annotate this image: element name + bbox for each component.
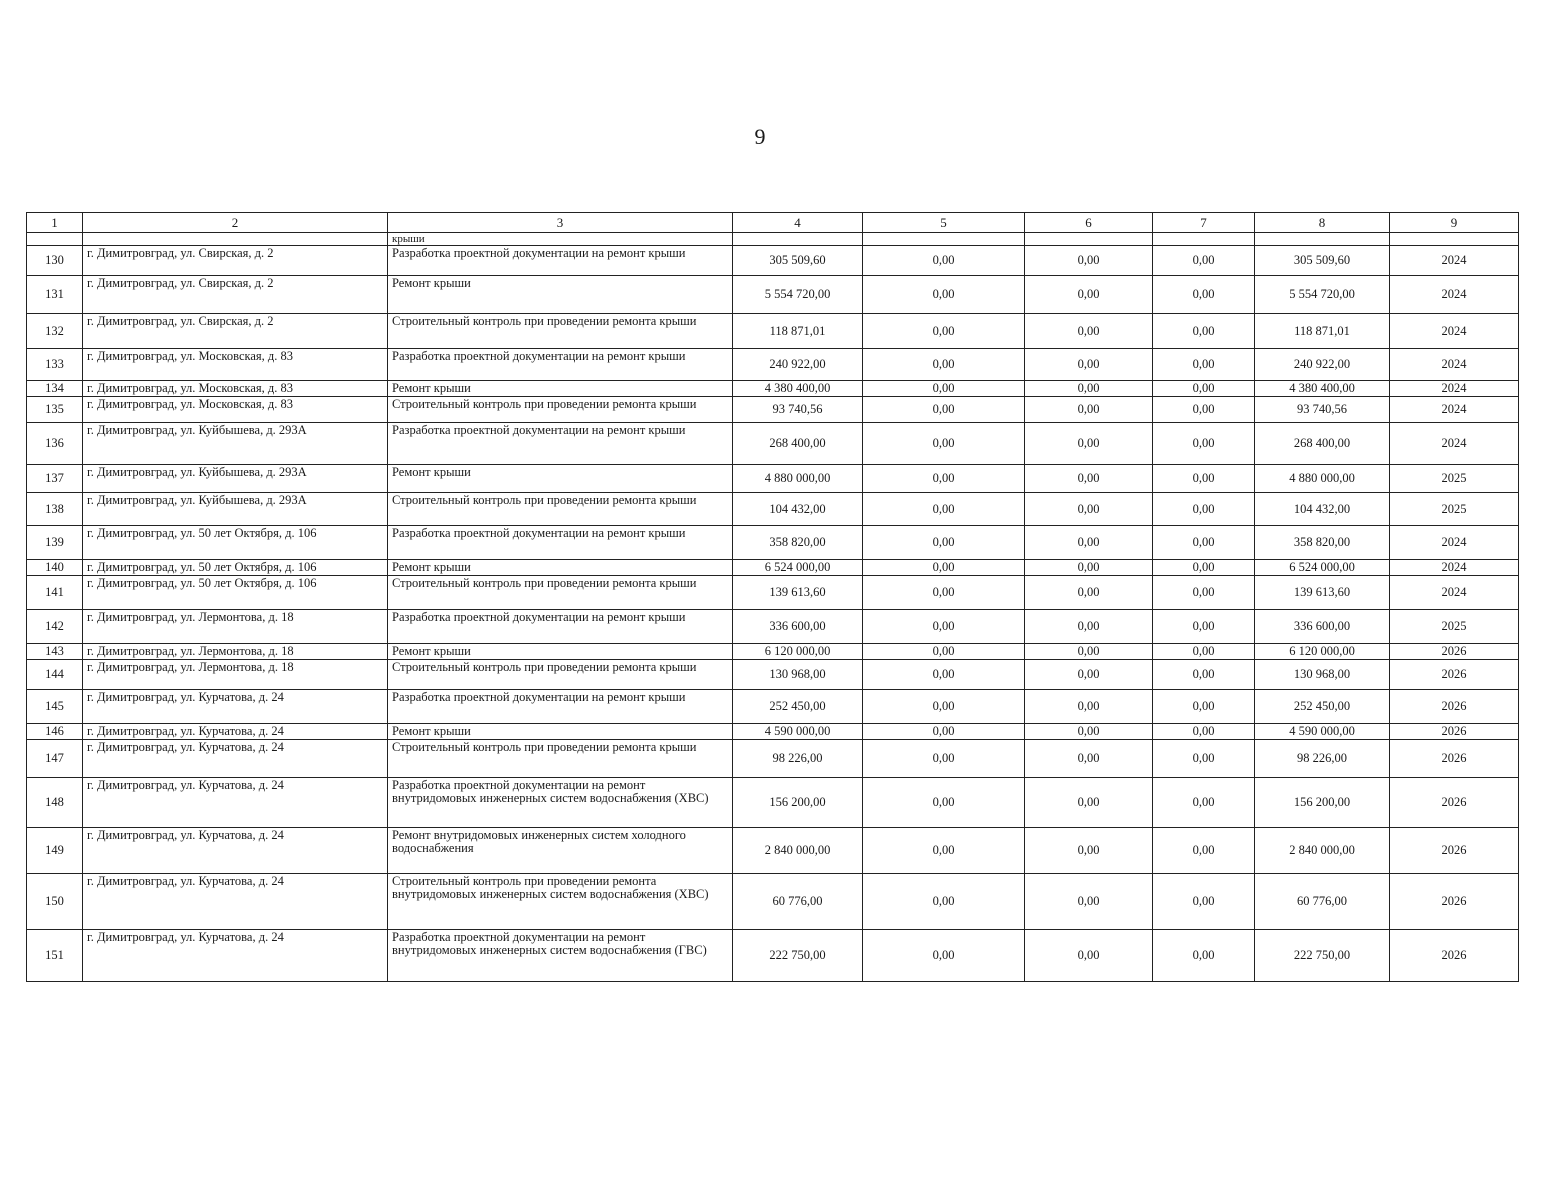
total-cost-cell: 5 554 720,00 [733, 276, 863, 314]
cost-cell: 0,00 [1153, 246, 1255, 276]
cost-cell: 0,00 [863, 381, 1025, 397]
column-number: 8 [1255, 213, 1390, 233]
cost-cell: 0,00 [863, 610, 1025, 644]
cost-cell: 0,00 [1153, 740, 1255, 778]
row-number: 130 [27, 246, 83, 276]
cost-cell: 0,00 [1025, 828, 1153, 874]
address-cell: г. Димитровград, ул. 50 лет Октября, д. 106 [83, 576, 388, 610]
work-description-cell: Строительный контроль при проведении ремонта крыши [388, 397, 733, 423]
year-cell: 2026 [1390, 690, 1519, 724]
table-row [27, 778, 1519, 828]
row-number: 137 [27, 465, 83, 493]
cost-cell: 336 600,00 [1255, 610, 1390, 644]
year-cell: 2026 [1390, 828, 1519, 874]
cost-cell: 0,00 [1025, 930, 1153, 982]
cost-cell: 0,00 [1025, 610, 1153, 644]
year-cell: 2025 [1390, 610, 1519, 644]
cost-cell: 0,00 [863, 423, 1025, 465]
row-number: 140 [27, 560, 83, 576]
address-cell: г. Димитровград, ул. Куйбышева, д. 293А [83, 493, 388, 526]
work-description-cell: Строительный контроль при проведении ремонта крыши [388, 660, 733, 690]
work-description-cell: Строительный контроль при проведении ремонта внутридомовых инженерных систем водоснабжения (ХВС) [388, 874, 733, 930]
year-cell: 2026 [1390, 740, 1519, 778]
cost-cell: 0,00 [1153, 493, 1255, 526]
cost-cell: 0,00 [1153, 576, 1255, 610]
year-cell: 2024 [1390, 560, 1519, 576]
cost-cell: 0,00 [1153, 349, 1255, 381]
cost-cell: 0,00 [863, 246, 1025, 276]
table-row [27, 465, 1519, 493]
work-description-cell: Ремонт внутридомовых инженерных систем холодного водоснабжения [388, 828, 733, 874]
cost-cell: 0,00 [863, 874, 1025, 930]
address-cell: г. Димитровград, ул. Свирская, д. 2 [83, 246, 388, 276]
column-number: 9 [1390, 213, 1519, 233]
cost-cell: 93 740,56 [1255, 397, 1390, 423]
total-cost-cell: 4 880 000,00 [733, 465, 863, 493]
work-description-cell: Разработка проектной документации на ремонт крыши [388, 526, 733, 560]
work-description-cell: Ремонт крыши [388, 465, 733, 493]
year-cell: 2026 [1390, 644, 1519, 660]
work-description-cell: Ремонт крыши [388, 560, 733, 576]
total-cost-cell: 305 509,60 [733, 246, 863, 276]
table-row [27, 423, 1519, 465]
cost-cell: 0,00 [1025, 276, 1153, 314]
cost-cell: 0,00 [1153, 610, 1255, 644]
table-row [27, 576, 1519, 610]
cost-cell: 0,00 [1025, 724, 1153, 740]
column-number-row [27, 213, 1519, 233]
cost-cell: 0,00 [1025, 381, 1153, 397]
total-cost-cell: 4 380 400,00 [733, 381, 863, 397]
year-cell: 2026 [1390, 778, 1519, 828]
cost-cell: 0,00 [863, 314, 1025, 349]
cost-cell: 0,00 [1025, 778, 1153, 828]
row-number: 147 [27, 740, 83, 778]
table-row [27, 526, 1519, 560]
work-description-cell: Ремонт крыши [388, 381, 733, 397]
cost-cell: 0,00 [863, 526, 1025, 560]
year-cell: 2025 [1390, 465, 1519, 493]
total-cost-cell: 240 922,00 [733, 349, 863, 381]
table-row [27, 828, 1519, 874]
total-cost-cell: 268 400,00 [733, 423, 863, 465]
cost-cell: 0,00 [863, 740, 1025, 778]
cost-cell: 0,00 [863, 349, 1025, 381]
cost-cell: 0,00 [1153, 828, 1255, 874]
table-row [27, 381, 1519, 397]
cost-cell: 0,00 [1153, 690, 1255, 724]
cost-cell: 0,00 [1153, 314, 1255, 349]
cost-cell: 0,00 [1025, 397, 1153, 423]
cost-cell: 0,00 [1153, 778, 1255, 828]
cost-cell: 0,00 [863, 644, 1025, 660]
table-row [27, 349, 1519, 381]
cost-cell: 0,00 [863, 397, 1025, 423]
cost-cell: 130 968,00 [1255, 660, 1390, 690]
cost-cell: 0,00 [1025, 576, 1153, 610]
row-number: 134 [27, 381, 83, 397]
cost-cell: 0,00 [1025, 246, 1153, 276]
cost-cell: 0,00 [1153, 874, 1255, 930]
cost-cell: 0,00 [1025, 465, 1153, 493]
work-description-cell: Разработка проектной документации на ремонт крыши [388, 423, 733, 465]
year-cell: 2026 [1390, 930, 1519, 982]
row-number: 142 [27, 610, 83, 644]
year-cell: 2024 [1390, 423, 1519, 465]
cost-cell: 4 380 400,00 [1255, 381, 1390, 397]
total-cost-cell: 156 200,00 [733, 778, 863, 828]
address-cell: г. Димитровград, ул. Курчатова, д. 24 [83, 930, 388, 982]
cost-cell: 268 400,00 [1255, 423, 1390, 465]
cost-cell: 0,00 [863, 690, 1025, 724]
address-cell: г. Димитровград, ул. 50 лет Октября, д. 106 [83, 560, 388, 576]
work-description-cell: Разработка проектной документации на ремонт крыши [388, 690, 733, 724]
cost-cell: 0,00 [1025, 874, 1153, 930]
address-cell: г. Димитровград, ул. Московская, д. 83 [83, 397, 388, 423]
cost-cell: 0,00 [863, 276, 1025, 314]
cost-cell: 156 200,00 [1255, 778, 1390, 828]
work-description-cell: Разработка проектной документации на ремонт крыши [388, 246, 733, 276]
cost-cell: 104 432,00 [1255, 493, 1390, 526]
row-number: 139 [27, 526, 83, 560]
address-cell: г. Димитровград, ул. Куйбышева, д. 293А [83, 423, 388, 465]
address-cell: г. Димитровград, ул. Курчатова, д. 24 [83, 740, 388, 778]
cost-cell: 0,00 [1025, 660, 1153, 690]
row-number: 141 [27, 576, 83, 610]
cost-cell: 305 509,60 [1255, 246, 1390, 276]
cost-cell: 4 880 000,00 [1255, 465, 1390, 493]
cost-cell: 0,00 [863, 576, 1025, 610]
row-number: 151 [27, 930, 83, 982]
address-cell: г. Димитровград, ул. Курчатова, д. 24 [83, 778, 388, 828]
cost-cell: 118 871,01 [1255, 314, 1390, 349]
address-cell: г. Димитровград, ул. Лермонтова, д. 18 [83, 660, 388, 690]
cost-cell: 139 613,60 [1255, 576, 1390, 610]
cost-cell: 0,00 [1153, 526, 1255, 560]
total-cost-cell: 139 613,60 [733, 576, 863, 610]
cost-cell: 0,00 [1153, 381, 1255, 397]
address-cell: г. Димитровград, ул. Куйбышева, д. 293А [83, 465, 388, 493]
address-cell: г. Димитровград, ул. Московская, д. 83 [83, 349, 388, 381]
table-row [27, 874, 1519, 930]
year-cell: 2026 [1390, 874, 1519, 930]
row-number: 146 [27, 724, 83, 740]
work-description-cell: Ремонт крыши [388, 644, 733, 660]
total-cost-cell: 118 871,01 [733, 314, 863, 349]
table-row [27, 246, 1519, 276]
cost-cell: 0,00 [863, 778, 1025, 828]
cost-cell: 222 750,00 [1255, 930, 1390, 982]
row-number: 131 [27, 276, 83, 314]
address-cell: г. Димитровград, ул. Лермонтова, д. 18 [83, 644, 388, 660]
cost-cell: 0,00 [863, 930, 1025, 982]
address-cell: г. Димитровград, ул. Курчатова, д. 24 [83, 690, 388, 724]
total-cost-cell: 6 524 000,00 [733, 560, 863, 576]
table-row [27, 740, 1519, 778]
cost-cell: 98 226,00 [1255, 740, 1390, 778]
cost-cell: 0,00 [1025, 349, 1153, 381]
cost-cell: 0,00 [1153, 465, 1255, 493]
row-number: 135 [27, 397, 83, 423]
row-number: 143 [27, 644, 83, 660]
total-cost-cell: 252 450,00 [733, 690, 863, 724]
address-cell: г. Димитровград, ул. Курчатова, д. 24 [83, 874, 388, 930]
year-cell: 2024 [1390, 381, 1519, 397]
year-cell: 2024 [1390, 576, 1519, 610]
cost-cell: 0,00 [863, 493, 1025, 526]
column-number: 3 [388, 213, 733, 233]
cost-cell: 0,00 [1153, 560, 1255, 576]
column-number: 6 [1025, 213, 1153, 233]
total-cost-cell: 104 432,00 [733, 493, 863, 526]
work-description-cell: Разработка проектной документации на ремонт внутридомовых инженерных систем водоснабжения (ХВС) [388, 778, 733, 828]
address-cell: г. Димитровград, ул. Курчатова, д. 24 [83, 724, 388, 740]
cost-cell: 0,00 [1025, 314, 1153, 349]
year-cell: 2026 [1390, 660, 1519, 690]
column-number: 7 [1153, 213, 1255, 233]
table-row [27, 276, 1519, 314]
table-row [27, 493, 1519, 526]
works-table [26, 212, 1519, 982]
cost-cell: 4 590 000,00 [1255, 724, 1390, 740]
cost-cell: 0,00 [1153, 423, 1255, 465]
table-row [27, 397, 1519, 423]
row-number: 144 [27, 660, 83, 690]
cost-cell: 0,00 [863, 660, 1025, 690]
continuation-text: крыши [388, 233, 733, 246]
address-cell: г. Димитровград, ул. Свирская, д. 2 [83, 314, 388, 349]
year-cell: 2024 [1390, 349, 1519, 381]
address-cell: г. Димитровград, ул. 50 лет Октября, д. 106 [83, 526, 388, 560]
cost-cell: 2 840 000,00 [1255, 828, 1390, 874]
work-description-cell: Разработка проектной документации на ремонт крыши [388, 610, 733, 644]
table-row [27, 314, 1519, 349]
column-number: 4 [733, 213, 863, 233]
year-cell: 2026 [1390, 724, 1519, 740]
column-number: 1 [27, 213, 83, 233]
cost-cell: 0,00 [1153, 276, 1255, 314]
work-description-cell: Ремонт крыши [388, 276, 733, 314]
table-row [27, 610, 1519, 644]
year-cell: 2025 [1390, 493, 1519, 526]
cost-cell: 0,00 [1153, 724, 1255, 740]
address-cell: г. Димитровград, ул. Свирская, д. 2 [83, 276, 388, 314]
cost-cell: 0,00 [863, 560, 1025, 576]
cost-cell: 358 820,00 [1255, 526, 1390, 560]
work-description-cell: Разработка проектной документации на ремонт внутридомовых инженерных систем водоснабжения (ГВС) [388, 930, 733, 982]
row-number: 132 [27, 314, 83, 349]
work-description-cell: Строительный контроль при проведении ремонта крыши [388, 314, 733, 349]
cost-cell: 0,00 [1153, 930, 1255, 982]
cost-cell: 0,00 [863, 828, 1025, 874]
page-number: 9 [754, 124, 766, 149]
work-description-cell: Строительный контроль при проведении ремонта крыши [388, 576, 733, 610]
table-row [27, 930, 1519, 982]
column-number: 2 [83, 213, 388, 233]
total-cost-cell: 222 750,00 [733, 930, 863, 982]
row-number: 138 [27, 493, 83, 526]
cost-cell: 60 776,00 [1255, 874, 1390, 930]
cost-cell: 0,00 [1025, 644, 1153, 660]
continuation-row [27, 233, 1519, 246]
cost-cell: 0,00 [1025, 423, 1153, 465]
cost-cell: 252 450,00 [1255, 690, 1390, 724]
cost-cell: 0,00 [1025, 493, 1153, 526]
address-cell: г. Димитровград, ул. Лермонтова, д. 18 [83, 610, 388, 644]
cost-cell: 0,00 [1153, 660, 1255, 690]
cost-cell: 0,00 [863, 724, 1025, 740]
table-row [27, 660, 1519, 690]
address-cell: г. Димитровград, ул. Московская, д. 83 [83, 381, 388, 397]
cost-cell: 0,00 [1153, 644, 1255, 660]
total-cost-cell: 2 840 000,00 [733, 828, 863, 874]
total-cost-cell: 130 968,00 [733, 660, 863, 690]
work-description-cell: Разработка проектной документации на ремонт крыши [388, 349, 733, 381]
work-description-cell: Строительный контроль при проведении ремонта крыши [388, 493, 733, 526]
cost-cell: 6 120 000,00 [1255, 644, 1390, 660]
table-row [27, 560, 1519, 576]
address-cell: г. Димитровград, ул. Курчатова, д. 24 [83, 828, 388, 874]
year-cell: 2024 [1390, 314, 1519, 349]
cost-cell: 5 554 720,00 [1255, 276, 1390, 314]
row-number: 149 [27, 828, 83, 874]
column-number: 5 [863, 213, 1025, 233]
work-description-cell: Строительный контроль при проведении ремонта крыши [388, 740, 733, 778]
total-cost-cell: 358 820,00 [733, 526, 863, 560]
year-cell: 2024 [1390, 397, 1519, 423]
row-number: 148 [27, 778, 83, 828]
total-cost-cell: 4 590 000,00 [733, 724, 863, 740]
cost-cell: 240 922,00 [1255, 349, 1390, 381]
cost-cell: 0,00 [1025, 560, 1153, 576]
table-row [27, 644, 1519, 660]
row-number: 133 [27, 349, 83, 381]
row-number: 136 [27, 423, 83, 465]
cost-cell: 0,00 [1025, 740, 1153, 778]
total-cost-cell: 98 226,00 [733, 740, 863, 778]
table-row [27, 690, 1519, 724]
total-cost-cell: 336 600,00 [733, 610, 863, 644]
table-row [27, 724, 1519, 740]
work-description-cell: Ремонт крыши [388, 724, 733, 740]
year-cell: 2024 [1390, 526, 1519, 560]
cost-cell: 0,00 [1025, 526, 1153, 560]
cost-cell: 0,00 [1025, 690, 1153, 724]
year-cell: 2024 [1390, 246, 1519, 276]
total-cost-cell: 6 120 000,00 [733, 644, 863, 660]
cost-cell: 0,00 [863, 465, 1025, 493]
year-cell: 2024 [1390, 276, 1519, 314]
cost-cell: 6 524 000,00 [1255, 560, 1390, 576]
row-number: 145 [27, 690, 83, 724]
total-cost-cell: 60 776,00 [733, 874, 863, 930]
total-cost-cell: 93 740,56 [733, 397, 863, 423]
row-number: 150 [27, 874, 83, 930]
cost-cell: 0,00 [1153, 397, 1255, 423]
